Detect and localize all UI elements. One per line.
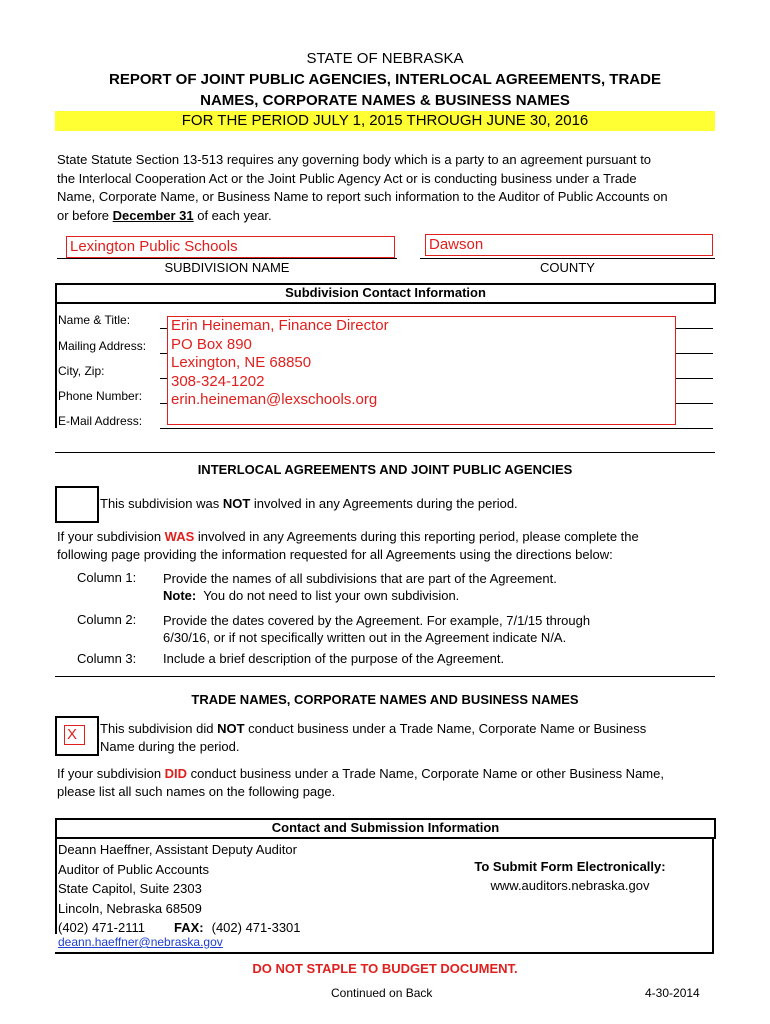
intro-line-1: State Statute Section 13-513 requires any governing body which is a party to an agreement pursuant to xyxy=(57,152,652,167)
contact-mailing[interactable]: PO Box 890 xyxy=(171,335,252,353)
did-keyword: DID xyxy=(164,766,188,781)
report-title-line1: REPORT OF JOINT PUBLIC AGENCIES, INTERLOCAL AGREEMENTS, TRADE xyxy=(109,71,661,88)
auditor-email-link[interactable]: deann.haeffner@nebraska.gov xyxy=(58,935,223,949)
state-title: STATE OF NEBRASKA xyxy=(306,50,464,67)
column-1-label: Column 1: xyxy=(77,570,137,585)
contact-email[interactable]: erin.heineman@lexschools.org xyxy=(171,391,378,408)
auditor-city: Lincoln, Nebraska 68509 xyxy=(58,900,202,916)
label-name-title: Name & Title: xyxy=(58,313,131,327)
was-keyword: WAS xyxy=(164,529,195,544)
contact-phone[interactable]: 308-324-1202 xyxy=(171,372,265,390)
trade-not-conducted-checkbox[interactable] xyxy=(55,716,99,756)
auditor-address: State Capitol, Suite 2303 xyxy=(58,881,202,896)
column-3-label: Column 3: xyxy=(77,651,137,666)
label-email: E-Mail Address: xyxy=(58,414,143,428)
label-phone: Phone Number: xyxy=(58,389,143,403)
interlocal-not-involved-checkbox[interactable] xyxy=(55,486,99,523)
trade-instructions: If your subdivision DID conduct business under a Trade Name, Corporate Name or other Business Name, please list all such names on the following page. xyxy=(57,766,664,799)
column-2-text: Provide the dates covered by the Agreement. For example, 7/1/15 through 6/30/16, or if not specifically written out in the Agreement indicate N/A. xyxy=(163,613,591,645)
interlocal-instructions: If your subdivision WAS involved in any Agreements during this reporting period, please complete the following page providing the information requested for all Agreements using the directions below: xyxy=(57,529,639,562)
interlocal-checkbox-text: This subdivision was NOT involved in any Agreements during the period. xyxy=(100,496,518,511)
subdivision-name-label: SUBDIVISION NAME xyxy=(164,260,290,275)
contact-name-title[interactable]: Erin Heineman, Finance Director xyxy=(171,317,389,334)
electronic-submit-label: To Submit Form Electronically: xyxy=(474,859,666,874)
intro-line-3: Name, Corporate Name, or Business Name to report such information to the Auditor of Public Accounts on xyxy=(57,189,668,204)
label-city-zip: City, Zip: xyxy=(58,364,105,378)
checkbox-x-mark: X xyxy=(64,725,85,745)
staple-warning: DO NOT STAPLE TO BUDGET DOCUMENT. xyxy=(252,961,518,976)
submission-heading: Contact and Submission Information xyxy=(271,820,500,835)
deadline-date: December 31 xyxy=(112,207,194,223)
interlocal-heading: INTERLOCAL AGREEMENTS AND JOINT PUBLIC AGENCIES xyxy=(197,462,573,477)
continued-on-back: Continued on Back xyxy=(331,986,433,1000)
county-field[interactable]: Dawson xyxy=(425,234,713,256)
trade-checkbox-text: This subdivision did NOT conduct business under a Trade Name, Corporate Name or Business Name during the period. xyxy=(100,721,647,754)
form-date: 4-30-2014 xyxy=(645,986,700,1000)
column-2-label: Column 2: xyxy=(77,612,137,627)
auditor-name: Deann Haeffner, Assistant Deputy Auditor xyxy=(58,842,297,857)
auditor-office: Auditor of Public Accounts xyxy=(58,861,210,877)
contact-city-zip[interactable]: Lexington, NE 68850 xyxy=(171,354,312,371)
report-period: FOR THE PERIOD JULY 1, 2015 THROUGH JUNE 30, 2016 xyxy=(55,111,715,131)
county-label: COUNTY xyxy=(540,260,595,275)
column-1-text: Provide the names of all subdivisions that are part of the Agreement. Note: You do not need to list your own subdivision. xyxy=(163,571,557,603)
intro-line-2: the Interlocal Cooperation Act or the Joint Public Agency Act or is conducting business under a Trade xyxy=(57,170,637,186)
subdivision-name-field[interactable]: Lexington Public Schools xyxy=(66,236,395,258)
report-title-line2: NAMES, CORPORATE NAMES & BUSINESS NAMES xyxy=(200,92,570,109)
electronic-submit-url[interactable]: www.auditors.nebraska.gov xyxy=(490,878,650,893)
label-mailing: Mailing Address: xyxy=(58,339,147,353)
auditor-contact xyxy=(58,840,301,938)
intro-paragraph xyxy=(57,151,727,225)
column-3-text: Include a brief description of the purpose of the Agreement. xyxy=(163,651,505,666)
contact-heading: Subdivision Contact Information xyxy=(285,285,486,300)
trade-heading: TRADE NAMES, CORPORATE NAMES AND BUSINESS NAMES xyxy=(191,692,579,707)
intro-line-4: or before December 31 of each year. xyxy=(57,207,272,223)
auditor-phones: (402) 471-2111 FAX: (402) 471-3301 xyxy=(58,920,301,935)
contact-values-box[interactable] xyxy=(167,316,676,425)
